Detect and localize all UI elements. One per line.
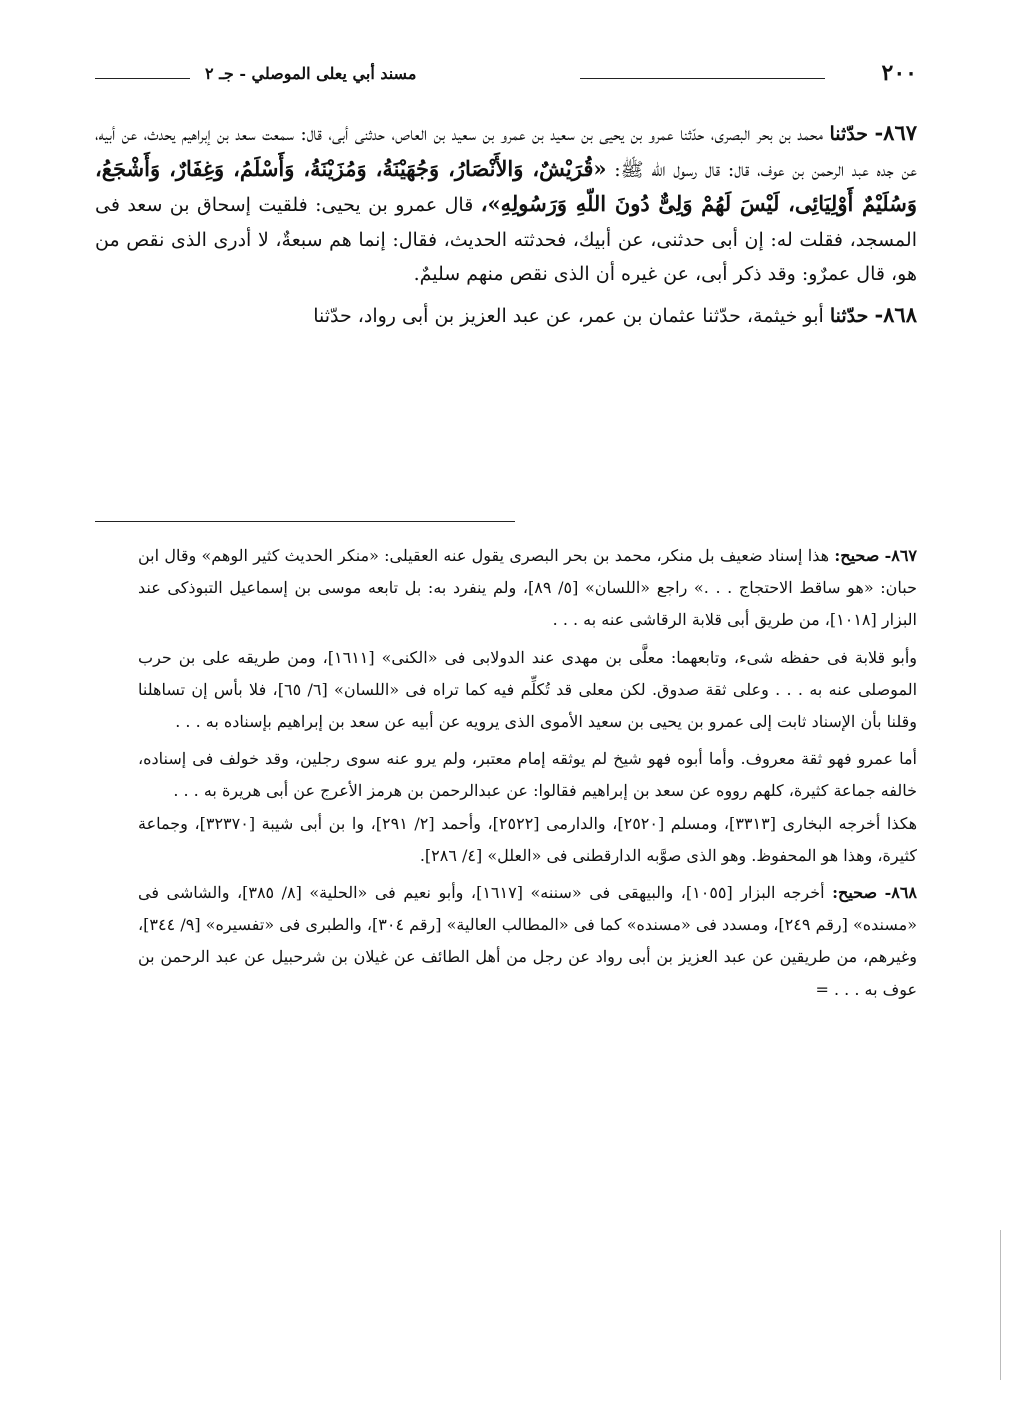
footnote-grade: صحيح: <box>834 546 880 565</box>
page-number: ٢٠٠ <box>881 60 917 86</box>
main-text <box>95 116 917 333</box>
hadith-868 <box>95 298 917 334</box>
footnote-number: ٨٦٧- <box>884 546 917 565</box>
hadith-isnad: أبو خيثمة، حدّثنا عثمان بن عمر، عن عبد العزيز بن أبى رواد، حدّثنا <box>313 304 824 327</box>
hadith-commentary: قال عمرو بن يحيى: فلقيت إسحاق بن سعد فى المسجد، فقلت له: إن أبى حدثنى، عن أبيك، فحدثته الحديث، فقال: إنما هم سبعةٌ، لا أدرى الذى نقص من هو، قال عمرٌو: وقد ذكر أبى، عن غيره أن الذى نقص منهم سليمٌ. <box>95 194 917 285</box>
hadith-lead-word: حدّثنا <box>829 304 869 327</box>
footnote-867-para-3: أما عمرو فهو ثقة معروف. وأما أبوه فهو شيخ لم يوثقه إمام معتبر، ولم يرو عنه سوى رجلين، وقد خولف فى إسناده، خالفه جماعة كثيرة، كلهم رووه عن سعد بن إبراهيم فقالوا: عن عبدالرحمن بن هرمز الأعرج عن أبى هريرة به . . . <box>138 749 917 801</box>
footnote-867-para-2: وأبو قلابة فى حفظه شىء، وتابعهما: معلَّى بن مهدى عند الدولابى فى «الكنى» [١٦١١]، ومن طريقه على بن حرب الموصلى عنه به . . . وعلى ثقة صدوق. لكن معلى قد تُكلِّم فيه كما تراه فى «اللسان» [٦/ ٦٥]، فلا بأس إن تساهلنا وقلنا بأن الإسناد ثابت إلى عمرو بن يحيى بن سعيد الأموى الذى يرويه عن أبيه عن سعد بن إبراهيم بإسناده به . . . <box>138 647 918 732</box>
footnote-868-para-1 <box>138 877 917 1006</box>
footnote-text: أخرجه البزار [١٠٥٥]، والبيهقى فى «سننه» [١٦١٧]، وأبو نعيم فى «الحلية» [٨/ ٣٨٥]، والشاشى فى «مسنده» [رقم ٢٤٩]، ومسدد فى «مسنده» كما فى «المطالب العالية» [رقم ٣٠٤]، والطبرى فى «تفسيره» [٩/ ٣٤٤]، وغيرهم، من طريقين عن عبد العزيز بن أبى رواد عن رجل من أهل الطائف عن غيلان بن شرحبيل عن عبد الرحمن بن عوف به . . . <box>138 883 918 999</box>
continuation-mark: = <box>815 979 829 999</box>
footnote-867-para-4: هكذا أخرجه البخارى [٣٣١٣]، ومسلم [٢٥٢٠]، والدارمى [٢٥٢٢]، وأحمد [٢/ ٢٩١]، وا بن أبى شيبة [٣٢٣٧٠]، وجماعة كثيرة، وهذا هو المحفوظ. وهو الذى صوَّبه الدارقطنى فى «العلل» [٤/ ٢٨٦]. <box>138 813 918 865</box>
scan-edge-line <box>1000 1230 1001 1380</box>
footnote-number: ٨٦٨- <box>884 883 917 903</box>
hadith-number: ٨٦٧- <box>874 120 918 145</box>
footnote-867-para-1 <box>138 540 917 637</box>
page-header <box>95 60 917 96</box>
footnote-separator <box>95 521 515 522</box>
footnote-text: هذا إسناد ضعيف بل منكر، محمد بن بحر البصرى يقول عنه العقيلى: «منكر الحديث كثير الوهم» وقال ابن حبان: «هو ساقط الاحتجاج . . .» راجع «اللسان» [٥/ ٨٩]، ولم ينفرد به: بل تابعه موسى بن إسماعيل التبوذكى عند البزار [١٠١٨]، من طريق أبى قلابة الرقاشى عنه به . . . <box>138 546 918 630</box>
hadith-matn: «قُرَيْشٌ، وَالأَنْصَارُ، وَجُهَيْنَةُ، وَمُزَيْنَةُ، وَأَسْلَمُ، وَغِفَارٌ، وَأَشْجَعُ، وَسُلَيْمٌ أَوْلِيَائِى، لَيْسَ لَهُمْ وَلِىٌّ دُونَ اللّهِ وَرَسُولِهِ»، <box>95 155 917 216</box>
header-rule-right <box>580 78 825 79</box>
hadith-isnad: محمد بن بحر البصرى، حدّثنا عمرو بن يحيى بن سعيد بن عمرو بن سعيد بن العاص، حدثنى أبى، قال: سمعت سعد بن إبراهيم يحدث، عن أبيه، عن جده عبد الرحمن بن عوف، قال: قال رسول اللّه ﷺ: <box>95 123 917 181</box>
header-rule-left <box>95 78 190 79</box>
footnotes <box>138 540 917 1006</box>
hadith-867 <box>95 116 917 292</box>
running-title: مسند أبي يعلى الموصلي - جـ ٢ <box>205 64 417 83</box>
footnote-grade: صحيح: <box>832 883 878 903</box>
hadith-number: ٨٦٨- <box>874 301 917 327</box>
hadith-lead-word: حدّثنا <box>829 123 868 145</box>
